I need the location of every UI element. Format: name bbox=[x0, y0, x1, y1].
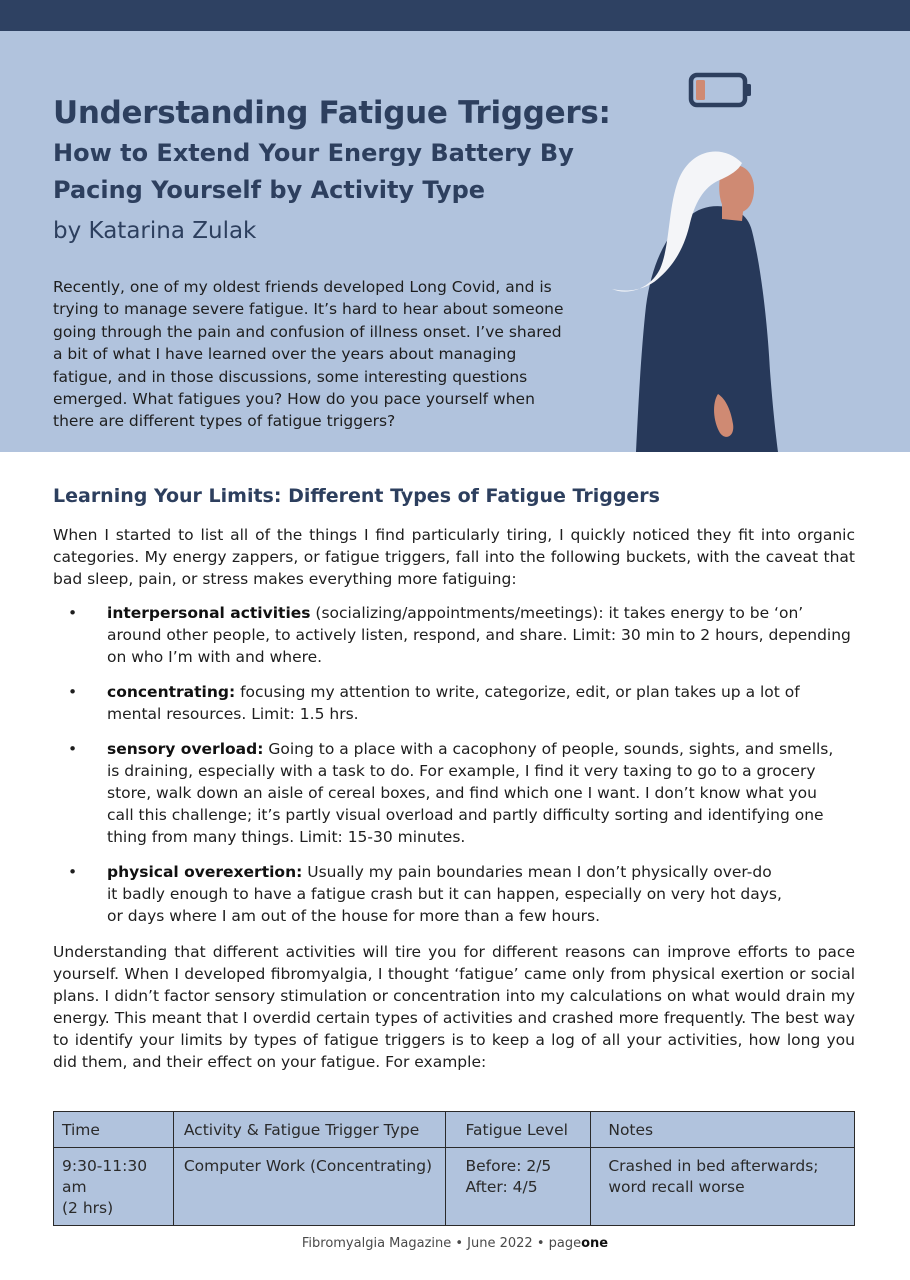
table-header-row bbox=[54, 1112, 855, 1148]
time-cell bbox=[54, 1148, 174, 1226]
page-footer bbox=[0, 1236, 910, 1251]
notes-line: Crashed in bed afterwards; bbox=[608, 1157, 819, 1175]
list-item-text: focusing my attention to write, categorize, edit, or plan takes up a lot of mental resources. Limit: 1.5 hrs. bbox=[107, 683, 800, 723]
list-item-text: Going to a place with a cacophony of people, sounds, sights, and smells, is draining, especially with a task to do. For example, I find it very taxing to go to a grocery store, walk down an aisle of cereal boxes, and find which one I want. I don’t know what you call this challenge; it’s partly visual overload and partly difficulty sorting and identifying one thing from many things. Limit: 15-30 minutes. bbox=[107, 740, 834, 846]
list-item-term: concentrating: bbox=[107, 683, 236, 701]
list-item bbox=[53, 602, 855, 668]
column-header: Time bbox=[54, 1112, 174, 1148]
bullet-mark: • bbox=[68, 740, 78, 758]
fatigue-before: Before: 2/5 bbox=[465, 1157, 552, 1175]
article-title: Understanding Fatigue Triggers: bbox=[53, 95, 611, 131]
page-number-word: one bbox=[581, 1236, 609, 1251]
bullet-mark: • bbox=[68, 863, 78, 881]
page-prefix: page bbox=[548, 1236, 582, 1251]
article-subtitle: How to Extend Your Energy Battery By Pacing Yourself by Activity Type bbox=[53, 139, 574, 204]
bullet-mark: • bbox=[68, 604, 78, 622]
column-header: Notes bbox=[591, 1112, 855, 1148]
list-item bbox=[53, 861, 855, 927]
list-item-text: Usually my pain boundaries mean I don’t physically over-do it badly enough to have a fatigue crash but it can happen, especially on very hot days, or days where I am out of the house for more than a few hours. bbox=[107, 863, 782, 925]
fatigue-trigger-list bbox=[53, 602, 855, 940]
low-battery-icon bbox=[691, 75, 751, 105]
table-row bbox=[54, 1148, 855, 1226]
section-heading: Learning Your Limits: Different Types of Fatigue Triggers bbox=[53, 485, 660, 507]
fatigue-after: After: 4/5 bbox=[465, 1178, 538, 1196]
list-item-term: sensory overload: bbox=[107, 740, 264, 758]
fatigued-woman-illustration bbox=[600, 71, 910, 452]
fatigue-level-cell bbox=[445, 1148, 591, 1226]
time-duration: (2 hrs) bbox=[62, 1199, 114, 1217]
list-item-term: interpersonal activities bbox=[107, 604, 311, 622]
list-item bbox=[53, 681, 855, 725]
closing-paragraph: Understanding that different activities will tire you for different reasons can improve efforts to pace yourself. When I developed fibromyalgia, I thought ‘fatigue’ came only from physical exertion or social plans. I didn’t factor sensory stimulation or concentration into my calculations on what would drain my energy. This meant that I overdid certain types of activities and crashed more frequently. The best way to identify your limits by types of fatigue triggers is to keep a log of all your activities, how long you did them, and their effect on your fatigue. For example: bbox=[53, 943, 855, 1071]
footer-separator: • bbox=[536, 1236, 545, 1251]
bullet-mark: • bbox=[68, 683, 78, 701]
notes-cell bbox=[591, 1148, 855, 1226]
list-item-text: (socializing/appointments/meetings): it takes energy to be ‘on’ around other people, to actively listen, respond, and share. Limit: 30 min to 2 hours, depending on who I’m with and where. bbox=[107, 604, 851, 666]
time-range: 9:30-11:30 am bbox=[62, 1157, 148, 1196]
hero-banner bbox=[0, 31, 910, 452]
top-bar bbox=[0, 0, 910, 31]
column-header: Activity & Fatigue Trigger Type bbox=[173, 1112, 445, 1148]
intro-paragraph: Recently, one of my oldest friends developed Long Covid, and is trying to manage severe fatigue. It’s hard to hear about someone going through the pain and confusion of illness onset. I’ve shared a bit of what I have learned over the years about managing fatigue, and in those discussions, some interesting questions emerged. What fatigues you? How do you pace yourself when there are different types of fatigue triggers? bbox=[53, 278, 564, 431]
list-item bbox=[53, 738, 855, 848]
column-header: Fatigue Level bbox=[445, 1112, 591, 1148]
activity-cell: Computer Work (Concentrating) bbox=[173, 1148, 445, 1226]
activity-log-table bbox=[53, 1111, 855, 1226]
list-item-term: physical overexertion: bbox=[107, 863, 303, 881]
page-label bbox=[549, 1236, 608, 1251]
notes-line: word recall worse bbox=[608, 1178, 745, 1196]
footer-publication: Fibromyalgia Magazine • June 2022 bbox=[301, 1236, 533, 1251]
author-byline: by Katarina Zulak bbox=[53, 218, 257, 244]
section-intro-paragraph: When I started to list all of the things I find particularly tiring, I quickly noticed they fit into organic categories. My energy zappers, or fatigue triggers, fall into the following buckets, with the caveat that bad sleep, pain, or stress makes everything more fatiguing: bbox=[53, 526, 855, 588]
